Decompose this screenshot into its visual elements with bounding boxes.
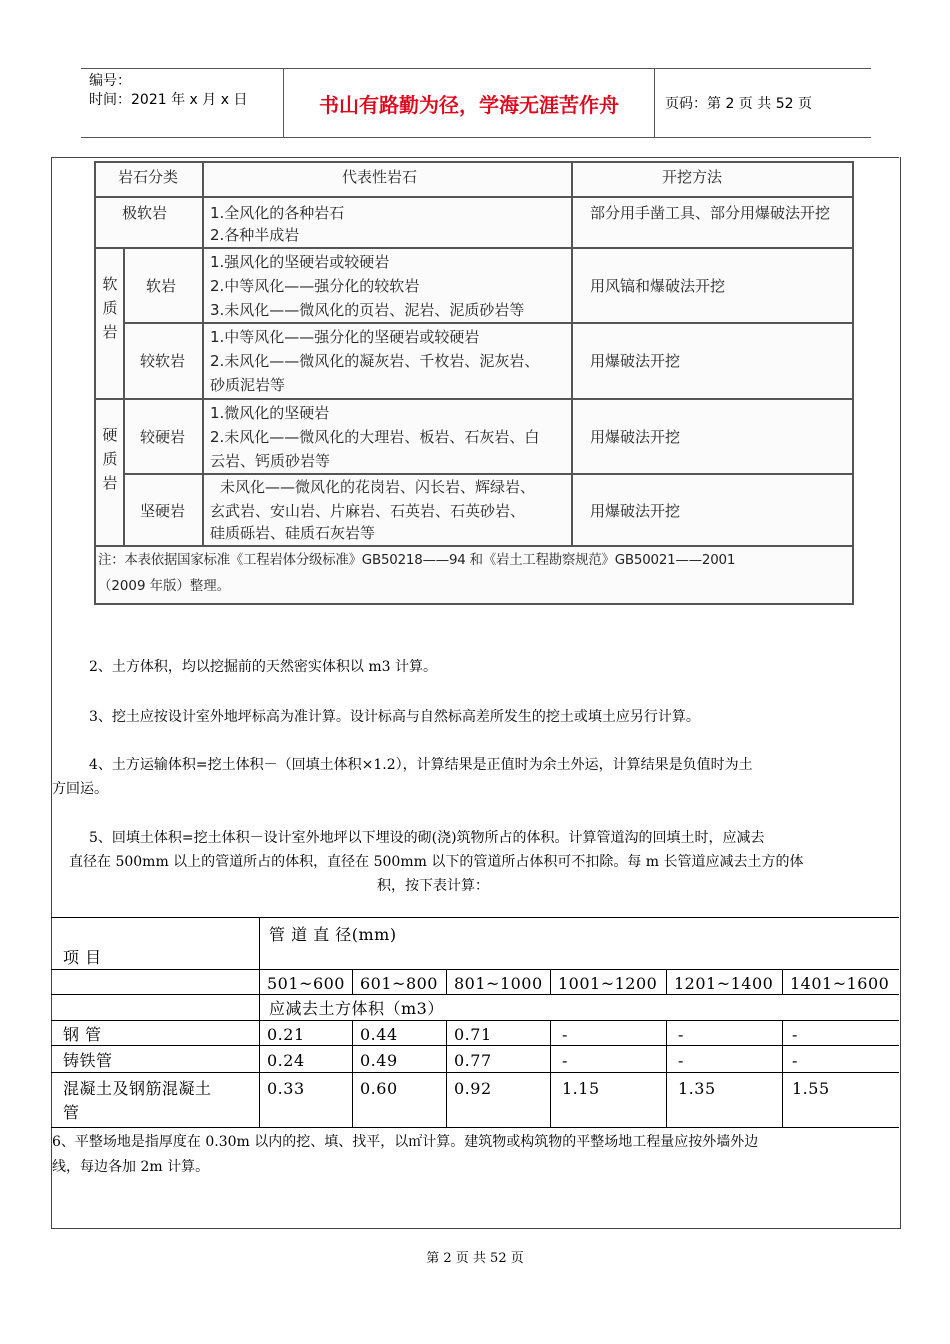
date-label: 时间：2021 年 x 月 x 日	[89, 92, 248, 108]
rock-header-method: 开挖方法	[662, 168, 723, 186]
rock-header-class: 岩石分类	[118, 168, 179, 186]
pipe-range: 1001~1200	[558, 974, 658, 993]
pipe-cell: 0.49	[360, 1051, 398, 1070]
pipe-vline	[259, 918, 260, 1127]
pipe-hline	[51, 1072, 899, 1073]
paragraph-6-line2: 线，每边各加 2m 计算。	[52, 1159, 210, 1175]
pipe-range: 1201~1400	[674, 974, 774, 993]
pipe-vline	[550, 969, 551, 994]
rock-header-rocks: 代表性岩石	[342, 168, 418, 186]
paragraph-4-line2: 方回运。	[52, 781, 108, 797]
pipe-cell: 0.77	[454, 1051, 492, 1070]
paragraph-3: 3、挖土应按设计室外地坪标高为准计算。设计标高与自然标高差所发生的挖土或填土应另行计算。	[89, 709, 700, 725]
rock-group-soft: 软质岩	[102, 275, 118, 341]
rock-line: 2.中等风化——强分化的较软岩	[210, 277, 420, 295]
pipe-subtract-label: 应减去土方体积（m3）	[269, 999, 444, 1018]
pipe-cell: 0.92	[454, 1079, 492, 1098]
rock-hline	[96, 247, 852, 249]
header-motto: 书山有路勤为径，学海无涯苦作舟	[283, 69, 655, 137]
rock-line: 砂质泥岩等	[210, 376, 286, 394]
pipe-cell: -	[562, 1051, 568, 1070]
rock-line: 2.未风化——微风化的凝灰岩、千枚岩、泥灰岩、	[210, 352, 540, 370]
rock-vline	[202, 163, 204, 545]
pipe-vline	[446, 969, 447, 994]
pipe-row-name: 混凝土及钢筋混凝土	[63, 1079, 212, 1098]
rock-name-soft: 软岩	[146, 277, 177, 295]
rock-line: 2.未风化——微风化的大理岩、板岩、石灰岩、白	[210, 428, 540, 446]
rock-name-softer: 较软岩	[140, 352, 186, 370]
pipe-vline	[666, 1020, 667, 1127]
rock-line: 云岩、钙质砂岩等	[210, 452, 331, 470]
pipe-row-name: 铸铁管	[63, 1051, 113, 1070]
pipe-vline	[550, 1020, 551, 1127]
page-footer: 第 2 页 共 52 页	[426, 1251, 524, 1266]
rock-method: 用爆破法开挖	[590, 352, 681, 370]
pipe-cell: 0.21	[267, 1025, 305, 1044]
pipe-vline	[782, 969, 783, 994]
rock-line: 1.中等风化——强分化的坚硬岩或较硬岩	[210, 328, 480, 346]
pipe-hline	[51, 969, 899, 970]
pipe-hline	[51, 1127, 899, 1128]
header-meta	[81, 69, 281, 137]
paragraph-6-line1: 6、平整场地是指厚度在 0.30m 以内的挖、填、找平，以㎡计算。建筑物或构筑物的平整场地工程量应按外墙外边	[52, 1134, 759, 1150]
pipe-range: 1401~1600	[790, 974, 890, 993]
pipe-cell: -	[678, 1025, 684, 1044]
rock-name-harder: 较硬岩	[140, 428, 186, 446]
pipe-vline	[446, 1020, 447, 1127]
pipe-range: 601~800	[360, 974, 438, 993]
pipe-diameter-header: 管 道 直 径(mm)	[269, 925, 397, 944]
paragraph-5-line3: 积，按下表计算：	[377, 878, 489, 894]
rock-line: 玄武岩、安山岩、片麻岩、石英岩、石英砂岩、	[210, 502, 526, 520]
pipe-vline	[782, 1020, 783, 1127]
rock-line: 1.微风化的坚硬岩	[210, 404, 330, 422]
rock-classification-table	[94, 161, 854, 605]
pipe-range: 501~600	[267, 974, 345, 993]
pipe-cell: 0.60	[360, 1079, 398, 1098]
document-header	[81, 68, 871, 138]
rock-line: 硅质砾岩、硅质石灰岩等	[210, 524, 376, 542]
pipe-cell: 1.35	[678, 1079, 716, 1098]
pipe-row-name: 管	[63, 1103, 80, 1122]
pipe-cell: -	[678, 1051, 684, 1070]
paragraph-5-line2: 直径在 500mm 以上的管道所占的体积，直径在 500mm 以下的管道所占体积可不扣除。每 m 长管道应减去土方的体	[69, 854, 804, 870]
pipe-cell: 0.44	[360, 1025, 398, 1044]
pipe-vline	[352, 969, 353, 994]
pipe-cell: 0.71	[454, 1025, 492, 1044]
rock-line: 3.未风化——微风化的页岩、泥岩、泥质砂岩等	[210, 301, 525, 319]
rock-hline	[123, 322, 852, 324]
pipe-cell: 1.55	[792, 1079, 830, 1098]
pipe-item-header: 项 目	[63, 948, 102, 967]
rock-method: 用风镐和爆破法开挖	[590, 277, 726, 295]
pipe-volume-table	[51, 917, 899, 1128]
pipe-cell: -	[562, 1025, 568, 1044]
rock-line: 未风化——微风化的花岗岩、闪长岩、辉绿岩、	[220, 478, 536, 496]
header-page-info: 页码：第 2 页 共 52 页	[665, 96, 812, 112]
pipe-vline	[666, 969, 667, 994]
pipe-range: 801~1000	[454, 974, 543, 993]
rock-vline	[571, 163, 573, 545]
rock-hline	[96, 545, 852, 547]
rock-method: 用爆破法开挖	[590, 502, 681, 520]
rock-note-line: 注：本表依据国家标准《工程岩体分级标准》GB50218——94 和《岩土工程勘察规范》GB50021——2001	[98, 553, 736, 568]
pipe-cell: 1.15	[562, 1079, 600, 1098]
paragraph-5-line1: 5、回填土体积=挖土体积－设计室外地坪以下埋设的砌(浇)筑物所占的体积。计算管道沟的回填土时，应减去	[89, 830, 765, 846]
rock-line: 1.全风化的各种岩石	[210, 204, 345, 222]
rock-line: 1.强风化的坚硬岩或较硬岩	[210, 253, 390, 271]
pipe-hline	[51, 1020, 899, 1021]
pipe-vline	[352, 1020, 353, 1127]
rock-method: 用爆破法开挖	[590, 428, 681, 446]
rock-vline	[123, 247, 125, 545]
rock-name-hard: 坚硬岩	[140, 502, 186, 520]
pipe-cell: 0.33	[267, 1079, 305, 1098]
rock-hline	[96, 398, 852, 400]
paragraph-2: 2、土方体积，均以挖掘前的天然密实体积以 m3 计算。	[89, 659, 437, 675]
rock-group-hard: 硬质岩	[102, 426, 118, 492]
pipe-row-name: 钢 管	[63, 1025, 102, 1044]
pipe-cell: -	[792, 1051, 798, 1070]
code-label: 编号：	[89, 73, 131, 89]
rock-method: 部分用手凿工具、部分用爆破法开挖	[590, 204, 831, 222]
rock-line: 2.各种半成岩	[210, 226, 300, 244]
pipe-cell: 0.24	[267, 1051, 305, 1070]
rock-note-line: （2009 年版）整理。	[98, 579, 231, 594]
rock-name-very-soft: 极软岩	[122, 204, 168, 222]
pipe-cell: -	[792, 1025, 798, 1044]
rock-hline	[96, 196, 852, 198]
paragraph-4-line1: 4、土方运输体积=挖土体积－（回填土体积×1.2），计算结果是正值时为余土外运，计算结果是负值时为土	[89, 757, 753, 773]
